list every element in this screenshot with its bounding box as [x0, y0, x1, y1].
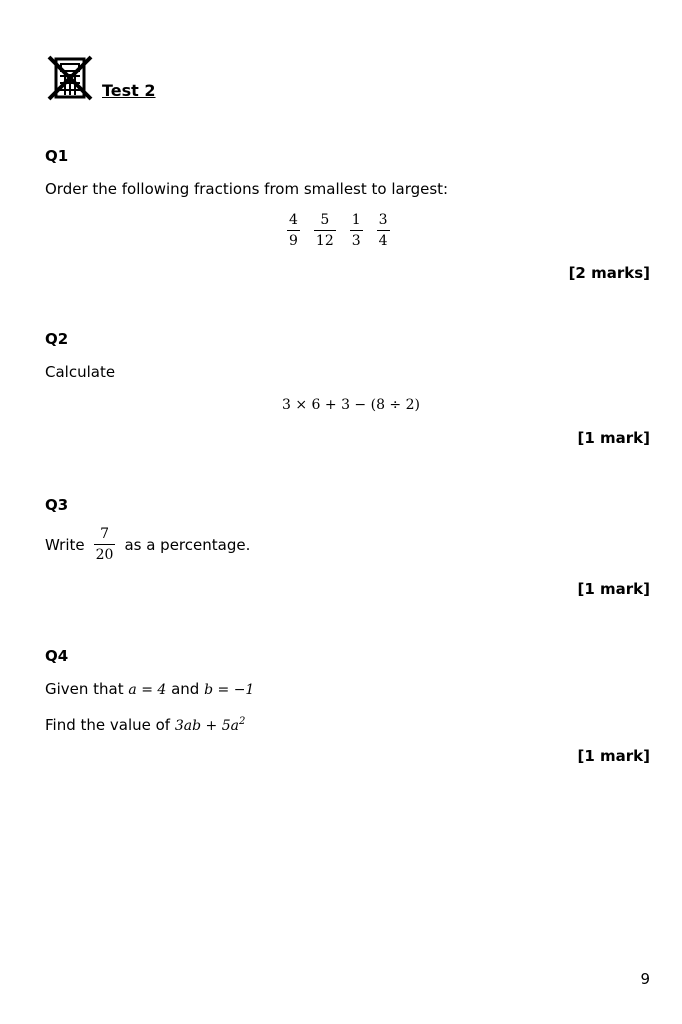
page-number: 9	[640, 970, 650, 988]
question-text-q1: Order the following fractions from smallest to largest:	[45, 180, 449, 198]
expression-q2: 3 × 6 + 3 − (8 ÷ 2)	[282, 397, 420, 413]
marks-q2: [1 mark]	[577, 429, 650, 447]
question-number-q2: Q2	[45, 330, 69, 348]
question-given-q4: Given that a = 4 and b = −1	[45, 680, 255, 698]
fraction: $\frac{5}{12}$	[315, 212, 334, 249]
marks-q4: [1 mark]	[577, 747, 650, 765]
marks-q1: [2 marks]	[568, 264, 650, 282]
fraction: $\frac{1}{3}$	[351, 212, 361, 249]
fraction: $\frac{4}{9}$	[289, 212, 298, 249]
marks-q3: [1 mark]	[577, 580, 650, 598]
fraction: $\frac{3}{4}$	[378, 212, 388, 249]
question-number-q3: Q3	[45, 496, 69, 514]
fraction: $\frac{7}{20}$	[95, 526, 114, 563]
question-number-q4: Q4	[45, 647, 69, 665]
question-text-q2: Calculate	[45, 363, 116, 381]
no-calculator-icon	[47, 55, 93, 101]
question-text-q3: Write $\frac{7}{20}$ as a percentage.	[45, 526, 251, 563]
page-title: Test 2	[102, 81, 156, 100]
question-find-q4: Find the value of $3ab + 5a^2$	[45, 716, 246, 734]
fraction-list	[287, 212, 390, 250]
question-number-q1: Q1	[45, 147, 69, 165]
